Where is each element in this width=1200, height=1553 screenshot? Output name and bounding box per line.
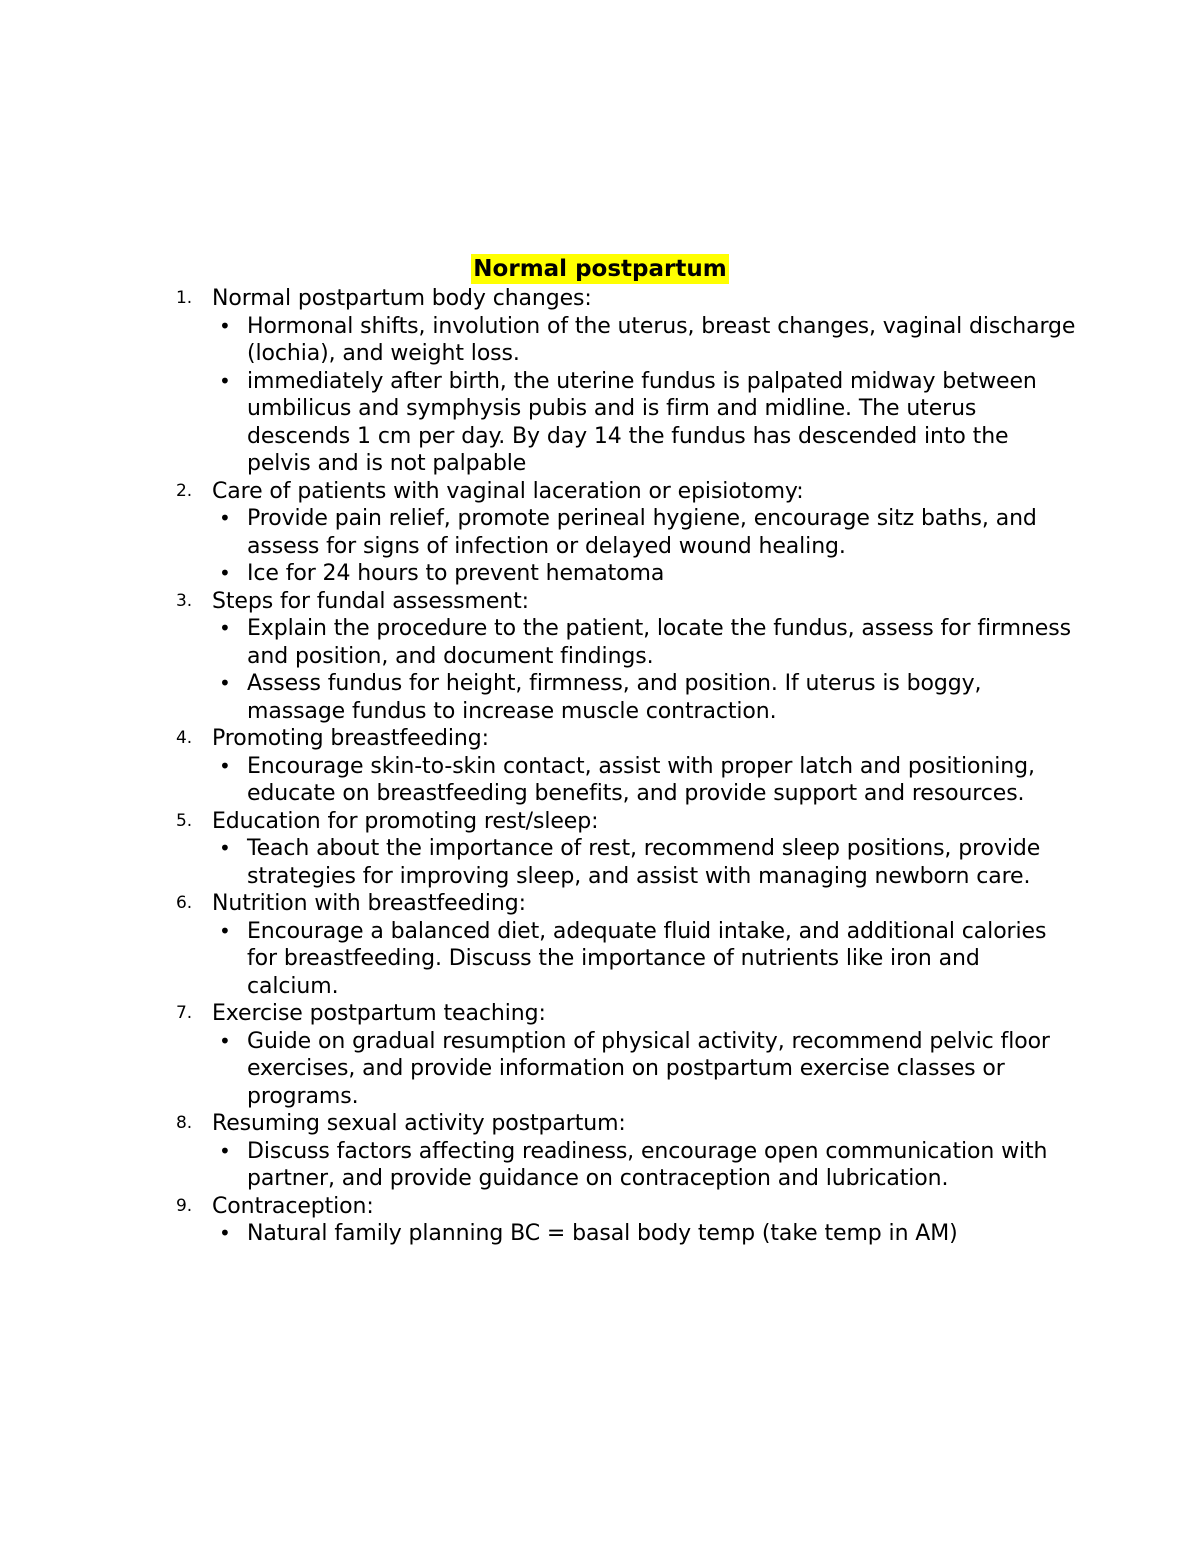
- list-item-number: 7.: [176, 1003, 193, 1023]
- bullet-text: Teach about the importance of rest, recommend sleep positions, provide strategies for improving sleep, and assist with managing newborn care.: [247, 836, 1041, 889]
- bullet-list: [212, 505, 1076, 588]
- list-item-number: 1.: [176, 288, 193, 308]
- bullet-list: [212, 835, 1076, 890]
- list-item: [176, 890, 1076, 1000]
- bullet-icon: •: [219, 616, 231, 640]
- bullet-item: [176, 1220, 1076, 1248]
- bullet-text: Natural family planning BC = basal body temp (take temp in AM): [247, 1221, 958, 1246]
- list-item-number: 6.: [176, 893, 193, 913]
- list-item-number: 4.: [176, 728, 193, 748]
- bullet-list: [212, 1220, 1076, 1248]
- list-item-heading: Care of patients with vaginal laceration or episiotomy:: [212, 478, 804, 504]
- bullet-item: [176, 753, 1076, 808]
- bullet-text: Guide on gradual resumption of physical activity, recommend pelvic floor exercises, and provide information on postpartum exercise classes or programs.: [247, 1028, 1050, 1109]
- list-item-number: 3.: [176, 590, 193, 611]
- bullet-list: [212, 753, 1076, 808]
- list-item-heading: Education for promoting rest/sleep:: [212, 808, 599, 834]
- bullet-item: [176, 918, 1076, 1001]
- list-item-heading: Normal postpartum body changes:: [212, 286, 592, 311]
- bullet-icon: •: [219, 1138, 231, 1163]
- numbered-list: [176, 285, 1076, 1248]
- bullet-text: immediately after birth, the uterine fundus is palpated midway between umbilicus and symphysis pubis and is firm and midline. The uterus descends 1 cm per day. By day 14 the fundus has descended into the pelvis and is not palpable: [247, 368, 1037, 476]
- list-item: [176, 808, 1076, 891]
- title-row: [0, 254, 1200, 287]
- bullet-text: Ice for 24 hours to prevent hematoma: [247, 561, 665, 586]
- list-item-number: 2.: [176, 480, 193, 501]
- bullet-text: Hormonal shifts, involution of the uterus, breast changes, vaginal discharge (lochia), and weight loss.: [247, 313, 1076, 366]
- bullet-icon: •: [219, 368, 231, 393]
- document-title: Normal postpartum: [473, 256, 727, 282]
- bullet-text: Explain the procedure to the patient, locate the fundus, assess for firmness and position, and document findings.: [247, 616, 1071, 669]
- list-item: [176, 1000, 1076, 1110]
- list-item-heading: Nutrition with breastfeeding:: [212, 891, 526, 916]
- list-item: [176, 725, 1076, 808]
- list-item: [176, 285, 1076, 478]
- list-item-heading: Promoting breastfeeding:: [212, 726, 489, 751]
- bullet-icon: •: [219, 506, 231, 530]
- bullet-item: [176, 1138, 1076, 1193]
- bullet-item: [176, 368, 1076, 478]
- list-item-heading: Steps for fundal assessment:: [212, 588, 529, 614]
- bullet-list: [212, 1028, 1076, 1111]
- bullet-text: Assess fundus for height, firmness, and position. If uterus is boggy, massage fundus to increase muscle contraction.: [247, 671, 982, 724]
- bullet-text: Encourage a balanced diet, adequate fluid intake, and additional calories for breastfeeding. Discuss the importance of nutrients like iron and calcium.: [247, 918, 1047, 999]
- bullet-item: [176, 560, 1076, 588]
- bullet-item: [176, 313, 1076, 368]
- bullet-text: Provide pain relief, promote perineal hygiene, encourage sitz baths, and assess for signs of infection or delayed wound healing.: [247, 506, 1037, 559]
- list-item-heading: Resuming sexual activity postpartum:: [212, 1111, 626, 1136]
- bullet-icon: •: [219, 561, 231, 585]
- list-item-heading: Exercise postpartum teaching:: [212, 1001, 546, 1026]
- bullet-list: [212, 918, 1076, 1001]
- bullet-list: [212, 313, 1076, 478]
- bullet-item: [176, 670, 1076, 725]
- list-item-number: 5.: [176, 810, 193, 831]
- bullet-text: Discuss factors affecting readiness, encourage open communication with partner, and provide guidance on contraception and lubrication.: [247, 1138, 1048, 1191]
- list-item-heading: Contraception:: [212, 1193, 374, 1219]
- bullet-icon: •: [219, 313, 231, 338]
- bullet-item: [176, 1028, 1076, 1111]
- bullet-icon: •: [219, 836, 231, 860]
- bullet-icon: •: [219, 1028, 231, 1053]
- bullet-icon: •: [219, 753, 231, 778]
- list-item: [176, 588, 1076, 726]
- bullet-list: [212, 615, 1076, 725]
- bullet-item: [176, 615, 1076, 670]
- list-item-number: 8.: [176, 1113, 193, 1133]
- bullet-icon: •: [219, 671, 231, 695]
- bullet-list: [212, 1138, 1076, 1193]
- list-item: [176, 478, 1076, 588]
- bullet-item: [176, 505, 1076, 560]
- bullet-icon: •: [219, 918, 231, 943]
- list-item: [176, 1193, 1076, 1248]
- bullet-icon: •: [219, 1221, 231, 1245]
- list-item: [176, 1110, 1076, 1193]
- bullet-item: [176, 835, 1076, 890]
- bullet-text: Encourage skin-to-skin contact, assist with proper latch and positioning, educate on breastfeeding benefits, and provide support and resources.: [247, 753, 1035, 806]
- list-item-number: 9.: [176, 1195, 193, 1216]
